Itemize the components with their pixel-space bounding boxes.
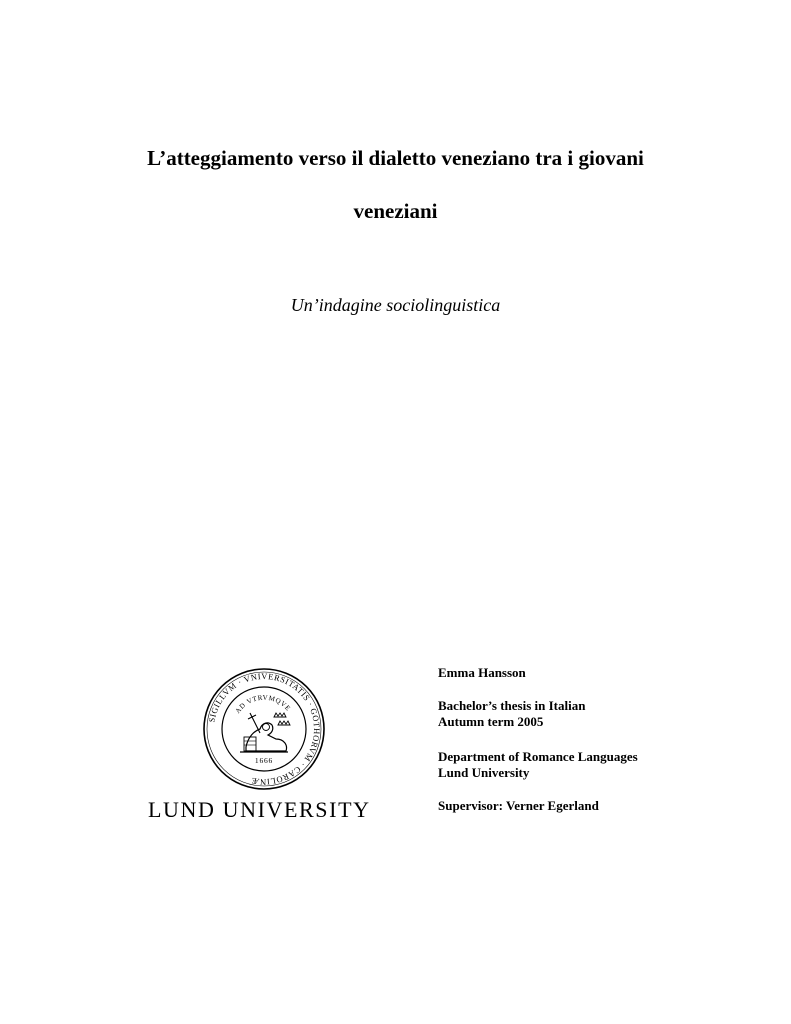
seal-ring-text: SIGILLVM · VNIVERSITATIS · GOTHORVM · CAROLINÆ bbox=[207, 671, 322, 787]
svg-text:AD VTRVMQVE bbox=[234, 694, 293, 715]
lund-university-wordmark bbox=[148, 797, 388, 823]
thesis-type: Bachelor’s thesis in Italian bbox=[438, 698, 586, 713]
wordmark-text: LUND UNIVERSITY bbox=[148, 797, 371, 822]
seal-year-text: 1666 bbox=[254, 756, 274, 765]
thesis-term: Autumn term 2005 bbox=[438, 714, 544, 729]
department-name: Department of Romance Languages bbox=[438, 749, 638, 764]
thesis-title-line-2: veneziani bbox=[353, 199, 438, 223]
supervisor-name: Supervisor: Verner Egerland bbox=[438, 798, 599, 813]
university-name: Lund University bbox=[438, 765, 530, 780]
author-name: Emma Hansson bbox=[438, 665, 526, 680]
seal-motto-text: AD VTRVMQVE bbox=[233, 693, 293, 715]
svg-text:SIGILLVM · VNIVERSITATIS · GOT bbox=[207, 672, 321, 786]
lund-university-seal-logo bbox=[202, 667, 326, 791]
thesis-title-line-1: L’atteggiamento verso il dialetto veneziano tra i giovani bbox=[147, 146, 644, 170]
thesis-subtitle: Un’indagine sociolinguistica bbox=[290, 295, 501, 315]
